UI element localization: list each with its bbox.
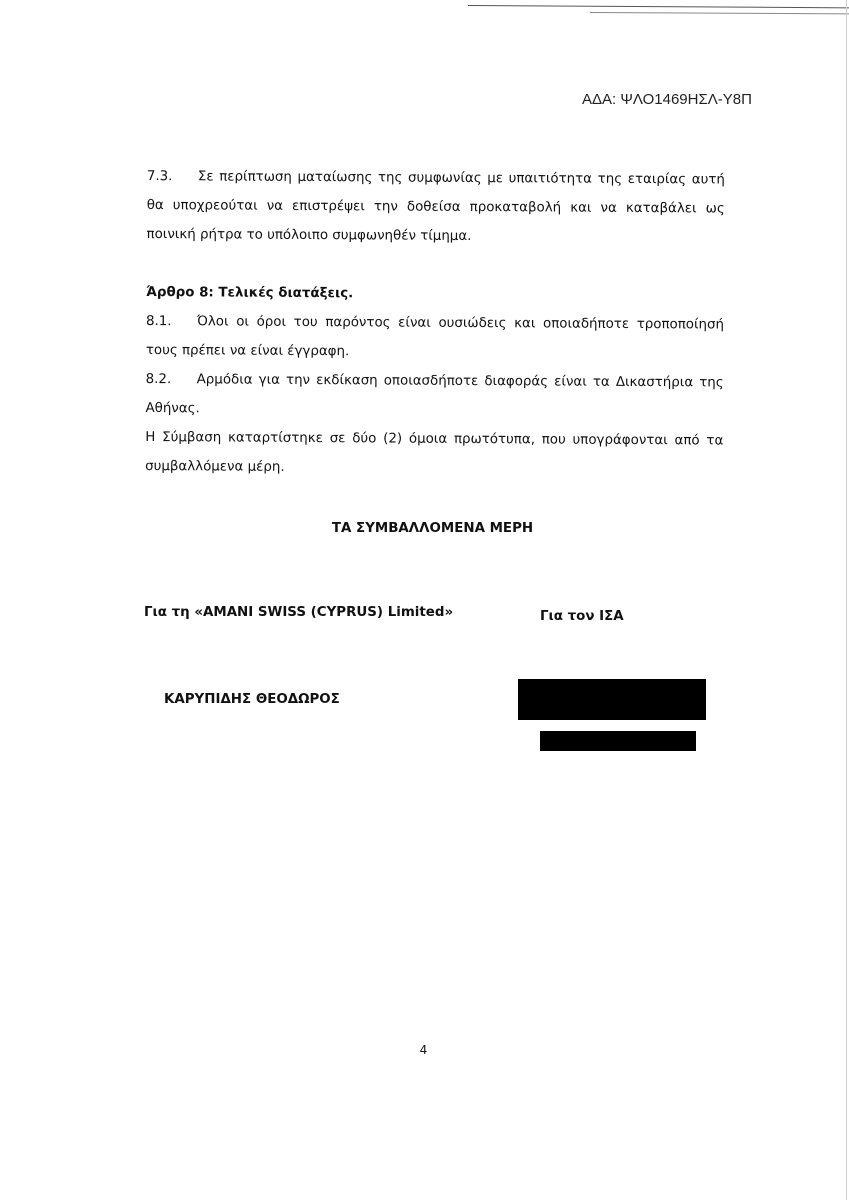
scan-artifact-top-line — [468, 5, 849, 8]
article-8-heading: Άρθρο 8: Τελικές διατάξεις. — [146, 284, 354, 302]
clause-number: 8.2. — [145, 371, 172, 388]
left-signatory-name: ΚΑΡΥΠΙΔΗΣ ΘΕΟΔΩΡΟΣ — [164, 692, 340, 707]
left-party-label: Για τη «AMANI SWISS (CYPRUS) Limited» — [144, 605, 454, 620]
clause-8-2 — [145, 365, 723, 427]
clause-7-3 — [146, 162, 725, 253]
redaction-block-signature — [518, 679, 706, 720]
right-party-label: Για τον ΙΣΑ — [540, 609, 624, 624]
page-number: 4 — [419, 1043, 428, 1057]
scan-artifact-right-edge — [846, 0, 847, 1200]
parties-title: ΤΑ ΣΥΜΒΑΛΛΟΜΕΝΑ ΜΕΡΗ — [331, 521, 534, 536]
document-body — [145, 162, 725, 485]
clause-text: Αρμόδια για την εκδίκαση οποιασδήποτε διαφοράς είναι τα Δικαστήρια της Αθήνας. — [145, 372, 724, 417]
clause-8-1 — [146, 307, 724, 369]
ada-code: ΑΔΑ: ΨΛΟ1469ΗΣΛ-Υ8Π — [582, 91, 752, 108]
redaction-block-name — [540, 731, 696, 751]
clause-text: Όλοι οι όροι του παρόντος είναι ουσιώδεις και οποιαδήποτε τροποποίησή τους πρέπει να είναι έγγραφη. — [145, 314, 725, 360]
clause-number: 8.1. — [145, 313, 172, 330]
clause-text: Σε περίπτωση ματαίωσης της συμφωνίας με υπαιτιότητα της εταιρίας αυτή θα υποχρεούται να επιστρέψει την δοθείσα προκαταβολή και να καταβάλει ως ποινική ρήτρα το υπόλοιπο συμφωνηθέν τίμημα. — [146, 169, 725, 244]
closing-statement: Η Σύμβαση καταρτίστηκε σε δύο (2) όμοια πρωτότυπα, που υπογράφονται από τα συμβαλλόμενα μέρη. — [145, 429, 724, 475]
scan-artifact-top-line-secondary — [590, 12, 849, 14]
clause-number: 7.3. — [146, 168, 173, 185]
